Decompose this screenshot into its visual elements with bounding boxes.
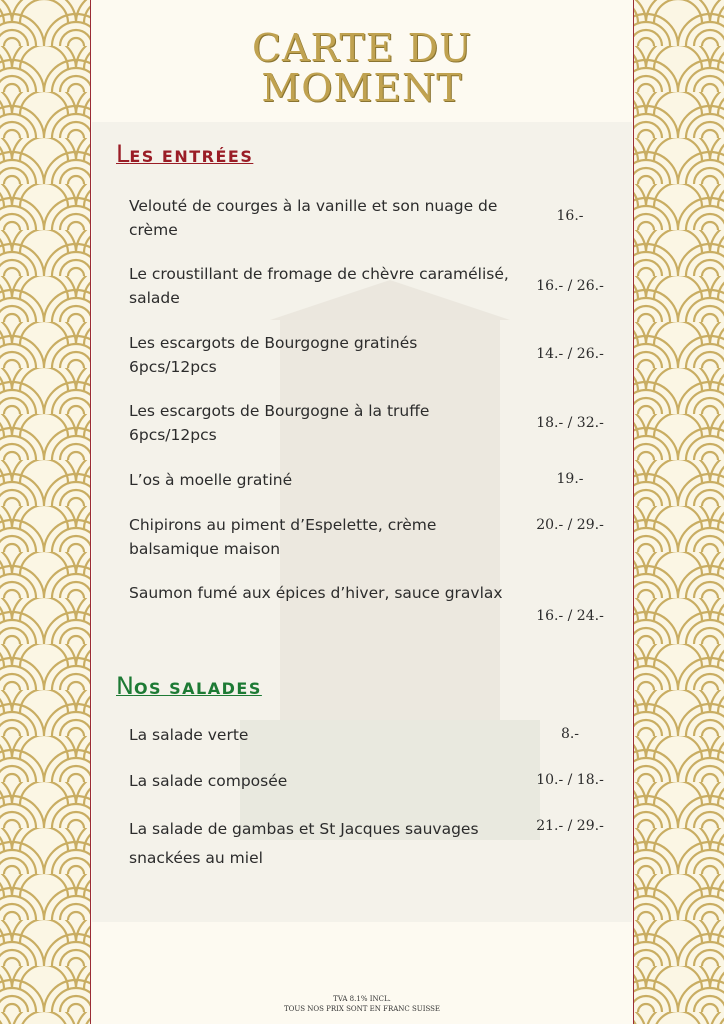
section-heading-entrees: [116, 140, 253, 168]
section-initial: L: [116, 140, 130, 168]
section-title-rest: OS SALADES: [133, 679, 262, 698]
right-edge-line: [633, 0, 634, 1024]
menu-item: Les escargots de Bourgogne gratinés 6pcs/12pcs: [129, 334, 418, 376]
menu-title-line1: CARTE DU: [251, 26, 473, 70]
left-edge-line: [90, 0, 91, 1024]
menu-item-price: 14.- / 26.-: [536, 346, 604, 362]
menu-item-price: 10.- / 18.-: [536, 772, 604, 788]
menu-item: La salade de gambas et St Jacques sauvages snackées au miel: [129, 820, 479, 867]
menu-title-line2: MOMENT: [261, 66, 463, 110]
menu-item: Le croustillant de fromage de chèvre caramélisé, salade: [129, 265, 509, 307]
right-pattern-border: [634, 0, 724, 1024]
menu-item: La salade verte: [129, 726, 249, 744]
section-heading-salades: [116, 672, 262, 700]
menu-item-price: 16.- / 24.-: [536, 608, 604, 624]
menu-item: L’os à moelle gratiné: [129, 471, 293, 489]
menu-item-price: 21.- / 29.-: [536, 818, 604, 834]
menu-item: Velouté de courges à la vanille et son nuage de crème: [129, 197, 498, 239]
menu-item-price: 19.-: [556, 471, 584, 487]
menu-item-price: 8.-: [560, 726, 580, 742]
menu-item-price: 16.- / 26.-: [536, 278, 604, 294]
footer-vat-note: TVA 8.1% INCL.: [333, 995, 391, 1003]
menu-item: Les escargots de Bourgogne à la truffe 6pcs/12pcs: [129, 402, 430, 444]
section-initial: N: [116, 672, 134, 700]
footer-currency-note: TOUS NOS PRIX SONT EN FRANC SUISSE: [283, 1005, 441, 1013]
menu-item-price: 18.- / 32.-: [536, 415, 604, 431]
menu-item-price: 16.-: [556, 208, 584, 224]
menu-item: Saumon fumé aux épices d’hiver, sauce gravlax: [129, 584, 503, 602]
left-pattern-border: [0, 0, 90, 1024]
section-title-rest: ES ENTRÉES: [129, 147, 254, 166]
menu-page: [90, 0, 634, 1024]
menu-item: Chipirons au piment d’Espelette, crème balsamique maison: [129, 516, 437, 558]
menu-item: La salade composée: [129, 772, 288, 790]
menu-item-price: 20.- / 29.-: [536, 517, 604, 533]
